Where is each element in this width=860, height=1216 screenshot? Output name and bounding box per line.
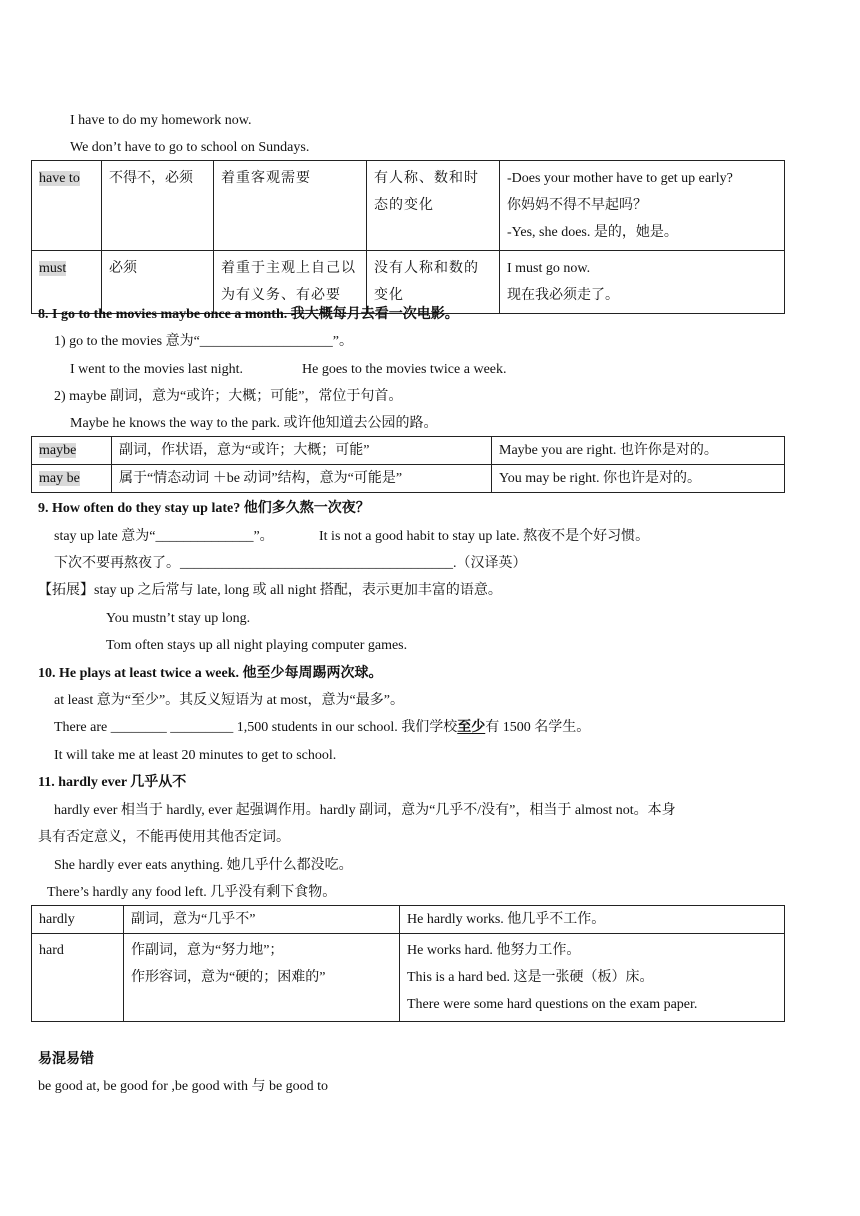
example-line: 现在我必须走了。 — [507, 288, 619, 303]
table-row — [32, 161, 785, 251]
table-row — [32, 934, 785, 1022]
section-10-underlined: 至少 — [457, 720, 486, 735]
change-cell: 没有人称和数的变化 — [367, 251, 500, 314]
section-8-example-2: Maybe he knows the way to the park. 或许他知道去公园的路。 — [70, 416, 438, 431]
section-9-point-1a: stay up late 意为“______________”。 — [54, 529, 274, 544]
word-cell: have to — [32, 161, 102, 251]
example-cell — [500, 161, 785, 251]
section-11-example-2: There’s hardly any food left. 几乎没有剩下食物。 — [47, 885, 337, 900]
example-cell: You may be right. 你也许是对的。 — [492, 465, 785, 493]
example-line: 你妈妈不得不早起吗？ — [507, 198, 647, 213]
desc-cell — [124, 906, 400, 934]
section-8-point-1: 1) go to the movies 意为“___________________”。 — [54, 334, 354, 349]
focus-cell: 着重于主观上自己以为有义务、有必要 — [214, 251, 367, 314]
intro-line-1: I have to do my homework now. — [70, 113, 252, 128]
section-11-example-1: She hardly ever eats anything. 她几乎什么都没吃。 — [54, 858, 353, 873]
desc-line: 副词，意为“几乎不” — [131, 912, 256, 927]
example-line: I must go now. — [507, 261, 591, 276]
example-cell — [400, 906, 785, 934]
example-line: He works hard. 他努力工作。 — [407, 943, 581, 958]
desc-cell: 副词，作状语，意为“或许；大概；可能” — [112, 437, 492, 465]
example-line: There were some hard questions on the exam paper. — [407, 997, 698, 1012]
desc-cell: 属于“情态动词 ＋be 动词”结构，意为“可能是” — [112, 465, 492, 493]
section-10-exercise-text: There are ________ _________ 1,500 students in our school. 我们学校 — [54, 720, 458, 735]
section-8-example-1b: He goes to the movies twice a week. — [302, 362, 507, 377]
word-cell: hardly — [32, 906, 124, 934]
meaning-cell: 必须 — [102, 251, 214, 314]
section-11-point-1b: 具有否定意义，不能再使用其他否定词。 — [38, 830, 290, 845]
example-line: He hardly works. 他几乎不工作。 — [407, 912, 606, 927]
section-9-point-1b: It is not a good habit to stay up late. 熬夜不是个好习惯。 — [319, 529, 650, 544]
section-8-heading: 8. I go to the movies maybe once a month. 我大概每月去看一次电影。 — [38, 307, 459, 322]
table-row — [32, 906, 785, 934]
have-to-must-table — [31, 160, 785, 314]
word-cell: maybe — [32, 437, 112, 465]
section-10-exercise-end: 有 1500 名学生。 — [485, 720, 591, 735]
section-10-example: It will take me at least 20 minutes to get to school. — [54, 748, 337, 763]
section-11-point-1a: hardly ever 相当于 hardly, ever 起强调作用。hardly 副词，意为“几乎不/没有”，相当于 almost not。本身 — [54, 803, 676, 818]
table-row — [32, 465, 785, 493]
desc-line: 作形容词，意为“硬的；困难的” — [131, 970, 326, 985]
section-9-example-2: Tom often stays up all night playing computer games. — [106, 638, 408, 653]
maybe-table — [31, 436, 785, 493]
example-line: -Yes, she does. 是的，她是。 — [507, 225, 678, 240]
meaning-cell: 不得不，必须 — [102, 161, 214, 251]
focus-cell: 着重客观需要 — [214, 161, 367, 251]
section-9-example-1: You mustn’t stay up long. — [106, 611, 251, 626]
section-8-point-2: 2) maybe 副词，意为“或许；大概；可能”，常位于句首。 — [54, 389, 403, 404]
confusing-heading: 易混易错 — [38, 1052, 94, 1067]
word-cell: must — [32, 251, 102, 314]
section-9-extension: 【拓展】stay up 之后常与 late, long 或 all night 搭配，表示更加丰富的语意。 — [38, 583, 502, 598]
hardly-hard-table — [31, 905, 785, 1022]
section-11-heading: 11. hardly ever 几乎从不 — [38, 775, 187, 790]
section-9-translation: 下次不要再熬夜了。_______________________________________.（汉译英） — [54, 556, 527, 571]
section-9-heading: 9. How often do they stay up late? 他们多久熬一次夜？ — [38, 501, 370, 516]
section-10-point-1: at least 意为“至少”。其反义短语为 at most，意为“最多”。 — [54, 693, 404, 708]
word-cell: hard — [32, 934, 124, 1022]
example-cell — [400, 934, 785, 1022]
word-cell: may be — [32, 465, 112, 493]
section-10-heading: 10. He plays at least twice a week. 他至少每周踢两次球。 — [38, 666, 383, 681]
desc-line: 作副词，意为“努力地”； — [131, 943, 284, 958]
section-8-example-1a: I went to the movies last night. — [70, 362, 244, 377]
example-cell: Maybe you are right. 也许你是对的。 — [492, 437, 785, 465]
change-cell: 有人称、数和时态的变化 — [367, 161, 500, 251]
example-line: This is a hard bed. 这是一张硬（板）床。 — [407, 970, 654, 985]
example-cell — [500, 251, 785, 314]
section-10-exercise — [54, 718, 590, 738]
example-line: -Does your mother have to get up early? — [507, 171, 733, 186]
table-row — [32, 437, 785, 465]
intro-line-2: We don’t have to go to school on Sundays. — [70, 140, 310, 155]
desc-cell — [124, 934, 400, 1022]
confusing-line: be good at, be good for ,be good with 与 be good to — [38, 1079, 329, 1094]
